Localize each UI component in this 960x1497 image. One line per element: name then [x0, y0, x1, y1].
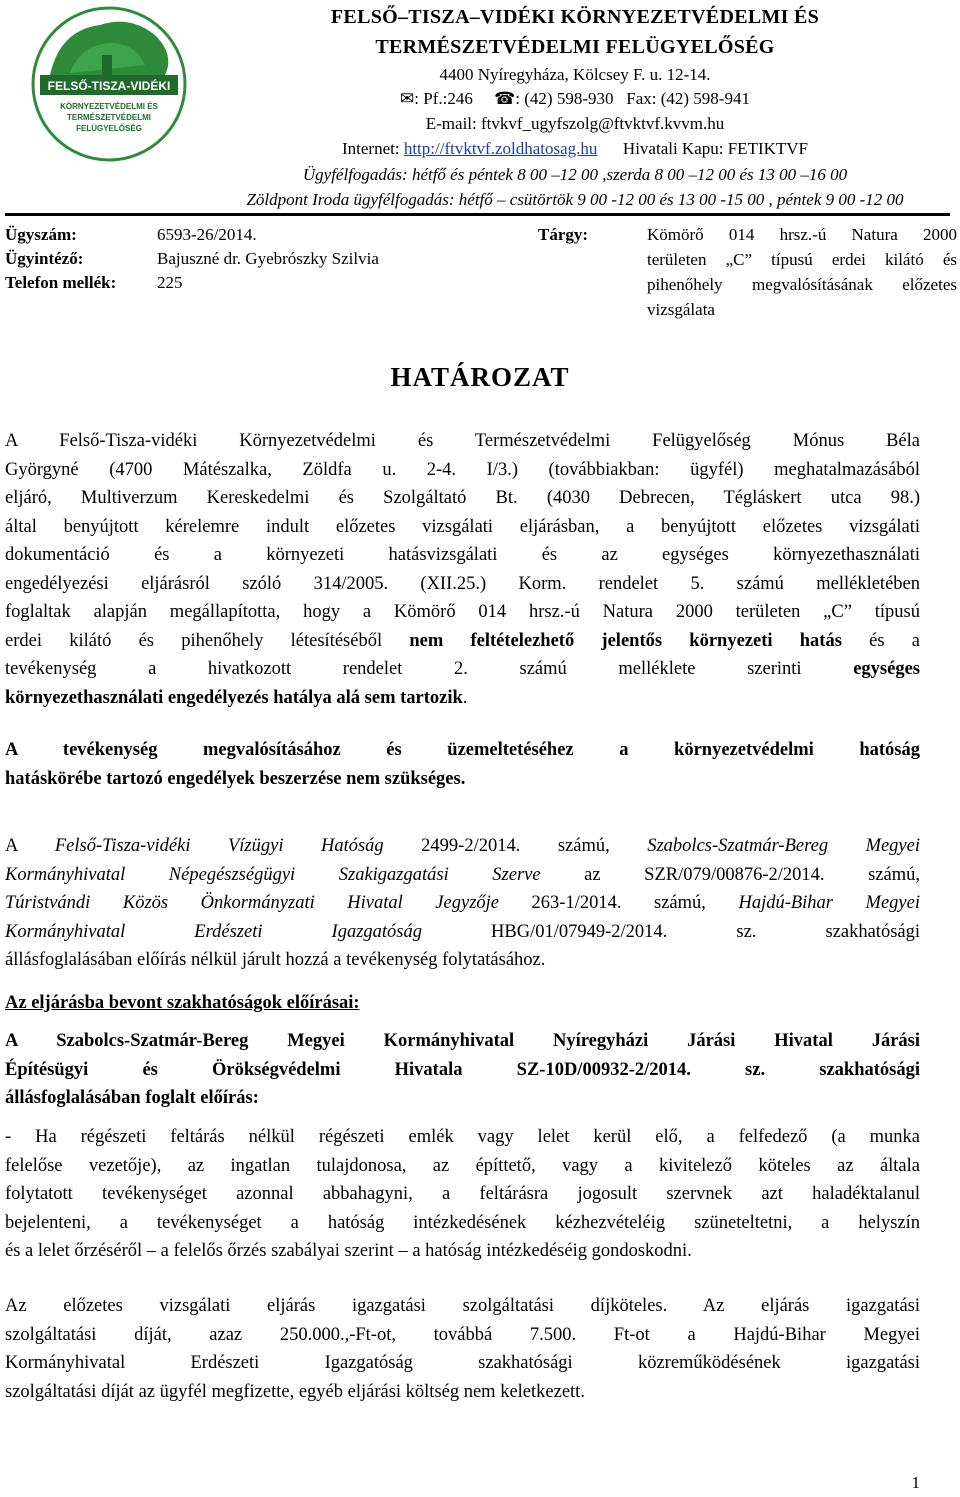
archaeology-requirement	[5, 1123, 920, 1266]
ugyszam-label: Ügyszám:	[5, 225, 77, 244]
page-number: 1	[911, 1473, 920, 1492]
telefon-value: 225	[157, 273, 183, 292]
authority-requirement-heading	[5, 1027, 920, 1113]
internet-line	[210, 138, 940, 160]
document-title: HATÁROZAT	[390, 362, 570, 392]
org-name-line1: FELSŐ–TISZA–VIDÉKI KÖRNYEZETVÉDELMI ÉS	[330, 6, 820, 28]
permits-paragraph	[5, 736, 920, 793]
para-line: Kormányhivatal Erdészeti Igazgatóság HBG/01/07949-2/2014. sz. szakhatósági	[5, 921, 920, 942]
para-line: hatáskörébe tartozó engedélyek beszerzése nem szükséges.	[5, 768, 466, 789]
para-line: szolgáltatási díját, azaz 250.000.,-Ft-ot, továbbá 7.500. Ft-ot a Hajdú-Bihar Megyei	[5, 1324, 920, 1345]
para-line: környezethasználati engedélyezés hatálya alá sem tartozik.	[5, 687, 468, 708]
para-line: tevékenység a hivatkozott rendelet 2. számú melléklete szerinti egységes	[5, 659, 920, 679]
para-line: A tevékenység megvalósításához és üzemeltetéséhez a környezetvédelmi hatóság	[5, 740, 920, 760]
para-line: erdei kilátó és pihenőhely létesítéséből nem feltételezhető jelentős környezeti hatás és a	[5, 630, 920, 651]
organization-logo	[30, 5, 188, 163]
para-line: Kormányhivatal Népegészségügyi Szakigazgatási Szerve az SZR/079/00876-2/2014. számú,	[5, 864, 920, 885]
para-line: állásfoglalásában előírás nélkül járult hozzá a tevékenység folytatásához.	[5, 950, 546, 970]
org-name-line2: TERMÉSZETVÉDELMI FELÜGYELŐSÉG	[375, 36, 775, 58]
logo-subtext-3: FELÜGYELŐSÉG	[76, 124, 142, 133]
telefon-label: Telefon mellék:	[5, 273, 117, 292]
website-link[interactable]: http://ftvktvf.zoldhatosag.hu	[403, 139, 598, 158]
logo-subtext-2: TERMÉSZETVÉDELMI	[66, 113, 152, 122]
para-line: és a lelet őrzéséről – a felelős őrzés szabályai szerint – a hatóság intézkedéséig gondoskodni.	[5, 1241, 692, 1261]
targy-line: vizsgálata	[647, 300, 715, 319]
section-heading: Az eljárásba bevont szakhatóságok előírásai:	[5, 993, 360, 1013]
para-line: által benyújtott kérelemre indult előzetes vizsgálati eljárásban, a benyújtott előzetes vizsgálati	[5, 516, 920, 537]
contact-line	[210, 88, 940, 110]
para-line: Túristvándi Közös Önkormányzati Hivatal Jegyzője 263-1/2014. számú, Hajdú-Bihar Megyei	[5, 893, 920, 913]
targy-line: pihenőhely megvalósításának előzetes	[647, 275, 957, 294]
ugyintezo-label: Ügyintéző:	[5, 249, 84, 268]
para-line: bejelenteni, a tevékenységet a hatóság intézkedésének kézhezvételéig szüneteltetni, a helyszín	[5, 1212, 920, 1233]
logo-text: FELSŐ-TISZA-VIDÉKI	[47, 79, 171, 93]
para-line: engedélyezési eljárásról szóló 314/2005. (XII.25.) Korm. rendelet 5. számú mellékletében	[5, 573, 920, 594]
ugyszam-value: 6593-26/2014.	[157, 225, 257, 244]
para-line: A Szabolcs-Szatmár-Bereg Megyei Kormányhivatal Nyíregyházi Járási Hivatal Járási	[5, 1031, 920, 1051]
email: E-mail: ftvkvf_ugyfszolg@ftvktvf.kvvm.hu	[425, 114, 725, 133]
para-line: Építésügyi és Örökségvédelmi Hivatala SZ-10D/00932-2/2014. sz. szakhatósági	[5, 1059, 920, 1080]
decision-paragraph	[5, 427, 920, 712]
header-divider	[5, 213, 950, 216]
postbox: : Pf.:246	[414, 89, 473, 108]
para-line: folytatott tevékenységet azonnal abbahagyni, a feltárásra jogosult szervnek azt haladéktalanul	[5, 1184, 920, 1204]
para-line: Györgyné (4700 Mátészalka, Zöldfa u. 2-4. I/3.) (továbbiakban: ügyfél) meghatalmazásából	[5, 459, 920, 480]
org-address: 4400 Nyíregyháza, Kölcsey F. u. 12-14.	[439, 65, 711, 84]
ugyintezo-value: Bajuszné dr. Gyebrószky Szilvia	[157, 249, 379, 268]
office-hours: Ügyfélfogadás: hétfő és péntek 8 00 –12 00 ,szerda 8 00 –12 00 és 13 00 –16 00	[302, 165, 848, 184]
para-line: Az előzetes vizsgálati eljárás igazgatási szolgáltatási díjköteles. Az eljárás igazgatási	[5, 1296, 920, 1316]
para-line: dokumentáció és a környezeti hatásvizsgálati és az egységes környezethasználati	[5, 545, 920, 565]
para-line: foglaltak alapján megállapította, hogy a Kömörő 014 hrsz.-ú Natura 2000 területen „C” típusú	[5, 602, 920, 622]
para-line: szolgáltatási díját az ügyfél megfizette, egyéb eljárási költség nem keletkezett.	[5, 1381, 585, 1402]
phone-icon: ☎	[494, 89, 516, 108]
para-line: A Felső-Tisza-vidéki Vízügyi Hatóság 2499-2/2014. számú, Szabolcs-Szatmár-Bereg Megyei	[5, 836, 920, 856]
para-line: - Ha régészeti feltárás nélkül régészeti emlék vagy lelet kerül elő, a felfedező (a munka	[5, 1127, 920, 1147]
zoldpont-hours: Zöldpont Iroda ügyfélfogadás: hétfő – csütörtök 9 00 -12 00 és 13 00 -15 00 , péntek 9 00 -12 00	[246, 190, 904, 209]
para-line: eljáró, Multiverzum Kereskedelmi és Szolgáltató Bt. (4030 Debrecen, Tégláskert utca 98.)	[5, 488, 920, 508]
para-line: állásfoglalásában foglalt előírás:	[5, 1088, 259, 1108]
internet-label: Internet:	[341, 139, 400, 158]
targy-line: Kömörő 014 hrsz.-ú Natura 2000	[647, 225, 957, 244]
targy-label: Tárgy:	[538, 225, 589, 244]
mailbox-icon: ✉	[400, 89, 415, 108]
para-line: felelőse vezetője), az ingatlan tulajdonosa, az építtető, vagy a kivitelező köteles az általa	[5, 1155, 920, 1176]
hivatali-kapu: Hivatali Kapu: FETIKTVF	[622, 139, 809, 158]
targy-value	[647, 222, 957, 322]
targy-line: területen „C” típusú erdei kilátó és	[647, 250, 957, 269]
fax: Fax: (42) 598-941	[626, 89, 750, 108]
authorities-paragraph	[5, 832, 920, 975]
para-line: Kormányhivatal Erdészeti Igazgatóság szakhatósági közreműködésének igazgatási	[5, 1353, 920, 1373]
phone: : (42) 598-930	[515, 89, 614, 108]
logo-subtext-1: KÖRNYEZETVÉDELMI ÉS	[60, 102, 158, 111]
fee-paragraph	[5, 1292, 920, 1406]
para-line: A Felső-Tisza-vidéki Környezetvédelmi és Természetvédelmi Felügyelőség Mónus Béla	[5, 431, 920, 451]
